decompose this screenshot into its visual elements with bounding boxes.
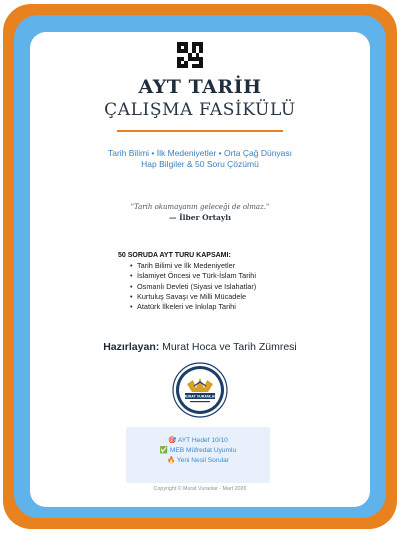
scope-list: [130, 261, 256, 312]
copyright-text: Copyright © Murat Vuranlar - Mart 2026: [153, 486, 247, 492]
scope-item: • Tarih Bilimi ve İlk Medeniyetler: [130, 261, 256, 271]
scope-item: • Kurtuluş Savaşı ve Milli Mücadele: [130, 292, 256, 302]
scope-heading: 50 SORUDA AYT TURU KAPSAMI:: [118, 252, 231, 259]
scope-item: • Atatürk İlkeleri ve İnkılap Tarihi: [130, 302, 256, 312]
scope-item: • İslamiyet Öncesi ve Türk-İslam Tarihi: [130, 271, 256, 281]
topics-line-2: Hap Bilgiler & 50 Soru Çözümü: [141, 159, 259, 169]
qr-code-icon: [177, 42, 203, 68]
cover-title: AYT TARİH: [138, 76, 262, 98]
quote-author: — İlber Ortaylı: [169, 213, 231, 222]
prepared-by-name: Murat Hoca ve Tarih Zümresi: [162, 341, 297, 353]
highlights-box: [126, 427, 270, 483]
topics-line: Tarih Bilimi • İlk Medeniyetler • Orta Çağ Dünyası: [107, 148, 293, 158]
prepared-by: [30, 341, 370, 353]
badge-curriculum: ✅ MEB Müfredat Uyumlu: [159, 447, 237, 454]
scope-item: • Osmanlı Devleti (Siyasi ve Islahatlar): [130, 282, 256, 292]
badge-new-questions: 🔥 Yeni Nesil Sorular: [166, 457, 230, 464]
title-divider: [117, 130, 283, 132]
cover-subtitle: ÇALIŞMA FASİKÜLÜ: [104, 100, 296, 120]
logo-brand: MURAT VURANLAR: [183, 394, 217, 399]
cover-content: [30, 32, 370, 507]
quote-text: "Tarih okumayanın geleceği de olmaz.": [130, 203, 270, 211]
prepared-by-label: Hazırlayan:: [103, 341, 160, 353]
school-emblem-icon: [172, 362, 228, 418]
badge-target: 🎯 AYT Hedef 10/10: [168, 437, 228, 444]
